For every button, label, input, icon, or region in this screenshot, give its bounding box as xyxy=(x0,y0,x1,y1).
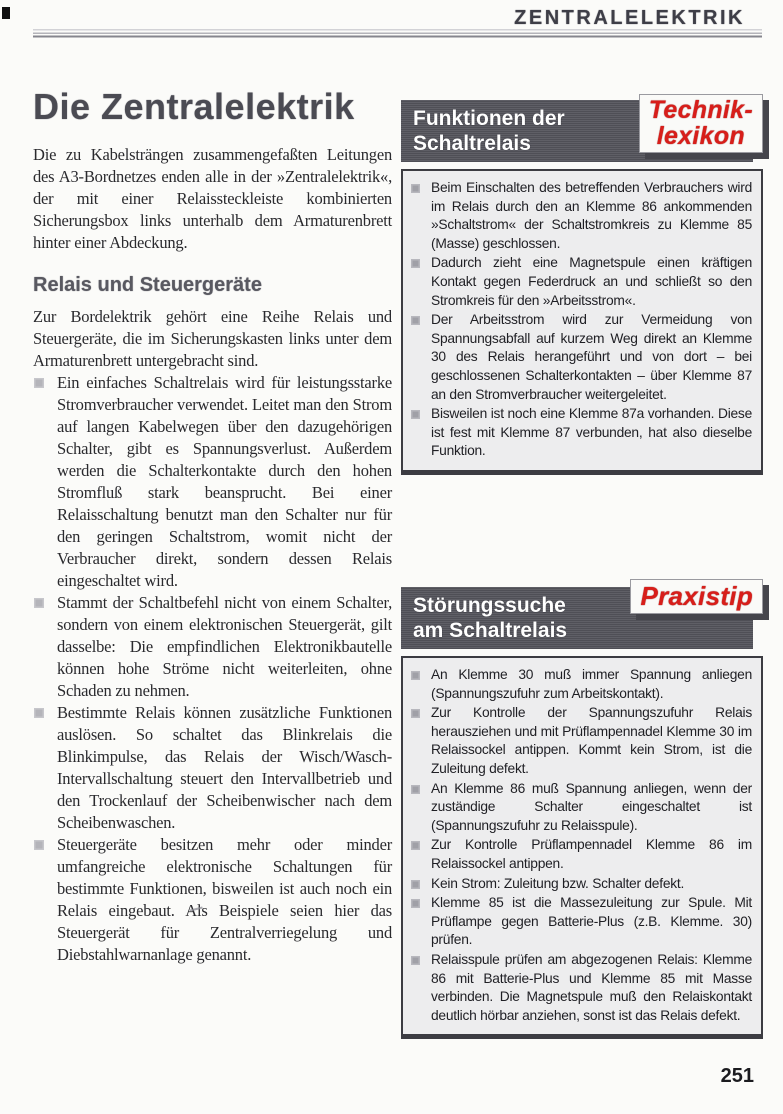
infobox-bullet-text: Bisweilen ist noch eine Klemme 87a vorhanden. Diese ist fest mit Klemme 87 verbunden, hat also dieselbe Funktion. xyxy=(431,406,752,459)
infobox-bullet xyxy=(409,836,752,873)
infobox-header-bar xyxy=(401,581,753,649)
bullet-square-icon xyxy=(411,410,420,419)
infobox-bullet-text: Kein Strom: Zuleitung bzw. Schalter defekt. xyxy=(431,875,685,891)
bullet-square-icon xyxy=(34,378,44,388)
infobox-bullet xyxy=(409,780,752,836)
infobox-bullet xyxy=(409,704,752,778)
intro-paragraph: Die zu Kabelsträngen zusammengefaßten Leitungen des A3-Bordnetzes enden alle in der »Zentralelektrik«, der mit einer Relaissteckleiste kombinierten Sicherungsbox links unterhalb dem Armaturenbrett hinter einer Abdeckung. xyxy=(33,145,392,252)
article-bullet xyxy=(33,834,392,966)
infobox-header-bar xyxy=(401,96,753,162)
bullet-square-icon xyxy=(411,841,420,850)
running-header-title: ZENTRALELEKTRIK xyxy=(514,7,745,29)
bullet-square-icon xyxy=(411,709,420,718)
article-bullet-text: Bestimmte Relais können zusätzliche Funktionen auslösen. So schaltet das Blinkrelais die Blinkimpulse, das Relais der Wisch/Wasch-Intervallschaltung steuert den Intervallbetrieb und den Trockenlauf der Scheibenwischer nach dem Scheibenwaschen. xyxy=(57,703,392,832)
bullet-square-icon xyxy=(411,785,420,794)
infobox-bullet-text: Dadurch zieht eine Magnetspule einen kräftigen Kontakt gegen Federdruck an und schließt so den Stromkreis für den »Arbeitsstrom«. xyxy=(431,255,752,308)
print-registration-mark xyxy=(2,7,10,19)
article-bullet xyxy=(33,592,392,702)
infobox-bullet-text: An Klemme 30 muß immer Spannung anliegen (Spannungszufuhr zum Arbeitskontakt). xyxy=(431,667,752,701)
header-rule xyxy=(33,29,762,39)
technik-lexikon-badge xyxy=(639,94,763,153)
infobox-bullet xyxy=(409,875,752,894)
infobox-bullet xyxy=(409,951,752,1025)
infobox-bullet xyxy=(409,311,752,404)
infobox-body xyxy=(401,656,763,1039)
bullet-square-icon xyxy=(411,880,420,889)
bullet-square-icon xyxy=(411,671,420,680)
infobox-bullet xyxy=(409,254,752,310)
article-bullet-text: Ein einfaches Schaltrelais wird für leistungsstarke Stromverbraucher verwendet. Leitet man den Strom auf langen Kabelwegen über den dazugehörigen Schalter, gibt es Spannungsverlust. Außerdem werden die Schalterkontakte durch den hohen Stromfluß stark beansprucht. Bei einer Relaisschaltung benutzt man den Schalter nur für den geringen Schaltstrom, womit nicht der Verbraucher direkt, sondern dessen Relais eingeschaltet wird. xyxy=(57,373,392,590)
badge-line1: Praxistip xyxy=(640,581,753,611)
infobox-bullet-text: Zur Kontrolle der Spannungszufuhr Relais herausziehen und mit Prüflampennadel Klemme 30 im Relaissockel antippen. Kommt kein Strom, ist die Zuleitung defekt. xyxy=(431,705,752,776)
technik-lexikon-box xyxy=(401,96,763,475)
infobox-bullet-list xyxy=(409,179,752,461)
infobox-title-line2: Schaltrelais xyxy=(413,132,531,155)
infobox-bullet-list xyxy=(409,666,752,1025)
article-bullet-text: Steuergeräte besitzen mehr oder minder umfangreiche elektronische Schaltungen für bestimmte Funktionen, bisweilen ist auch noch ein Relais eingebaut. Als Beispiele seien hier das Steuergerät für Zentralverriegelung und Diebstahlwarnanlage genannt. xyxy=(57,835,392,964)
badge-line1: Technik- xyxy=(648,96,753,124)
section-lead-paragraph: Zur Bordelektrik gehört eine Reihe Relais und Steuergeräte, die im Sicherungskasten links unter dem Armaturenbrett untergebracht sind. xyxy=(33,307,392,370)
infobox-bullet xyxy=(409,894,752,950)
page-number: 251 xyxy=(720,1065,754,1087)
section-heading: Relais und Steuergeräte xyxy=(33,274,262,296)
bullet-square-icon xyxy=(411,956,420,965)
badge-line2: lexikon xyxy=(656,122,745,150)
article-bullet xyxy=(33,702,392,834)
infobox-bullet-text: Relaisspule prüfen am abgezogenen Relais: Klemme 86 mit Batterie-Plus und Klemme 85 mit Masse verbinden. Die Magnetspule muß den Relaiskontakt deutlich hörbar anziehen, sonst ist das Relais defekt. xyxy=(431,951,752,1023)
infobox-bullet-text: Zur Kontrolle Prüflampennadel Klemme 86 im Relaissockel antippen. xyxy=(431,837,752,871)
article-bullet-list xyxy=(33,372,392,966)
bullet-square-icon xyxy=(34,708,44,718)
bullet-square-icon xyxy=(411,899,420,908)
infobox-title-line1: Störungssuche xyxy=(413,594,566,617)
infobox-title-line2: am Schaltrelais xyxy=(413,619,568,642)
article-bullet-text: Stammt der Schaltbefehl nicht von einem Schalter, sondern von einem elektronischen Steuergerät, gilt dasselbe: Die empfindlichen Elektronikbautelle können hohe Ströme nicht weiterleiten, ohne Schaden zu nehmen. xyxy=(57,593,392,700)
infobox-bullet xyxy=(409,179,752,253)
bullet-square-icon xyxy=(34,598,44,608)
bullet-square-icon xyxy=(411,259,420,268)
infobox-bullet xyxy=(409,666,752,703)
infobox-title-line1: Funktionen der xyxy=(413,107,565,130)
article-bullet xyxy=(33,372,392,592)
praxistip-box xyxy=(401,581,763,1039)
infobox-bullet-text: An Klemme 86 muß Spannung anliegen, wenn der zuständige Schalter eingeschaltet ist (Spannungszufuhr zu Relaisspule). xyxy=(431,780,752,833)
infobox-bullet-text: Der Arbeitsstrom wird zur Vermeidung von Spannungsabfall auf kurzem Weg direkt an Klemme 30 des Relais herangeführt und von dort – bei geschlossenen Schalterkontakten – über Klemme 87 an den Stromverbraucher weitergeleitet. xyxy=(431,312,752,402)
infobox-bullet-text: Beim Einschalten des betreffenden Verbrauchers wird im Relais durch den an Klemme 86 ankommenden »Schaltstrom« der Schaltstromkreis zu Klemme 85 (Masse) geschlossen. xyxy=(431,180,752,251)
infobox-body xyxy=(401,169,763,475)
article-column xyxy=(33,86,392,966)
infobox-bullet-text: Klemme 85 ist die Massezuleitung zur Spule. Mit Prüflampe gegen Batterie-Plus (z.B. Klemme. 30) prüfen. xyxy=(431,895,752,948)
page-title: Die Zentralelektrik xyxy=(33,86,355,127)
bullet-square-icon xyxy=(411,316,420,325)
praxistip-badge xyxy=(630,579,763,614)
infobox-bullet xyxy=(409,405,752,461)
bullet-square-icon xyxy=(411,184,420,193)
bullet-square-icon xyxy=(34,840,44,850)
